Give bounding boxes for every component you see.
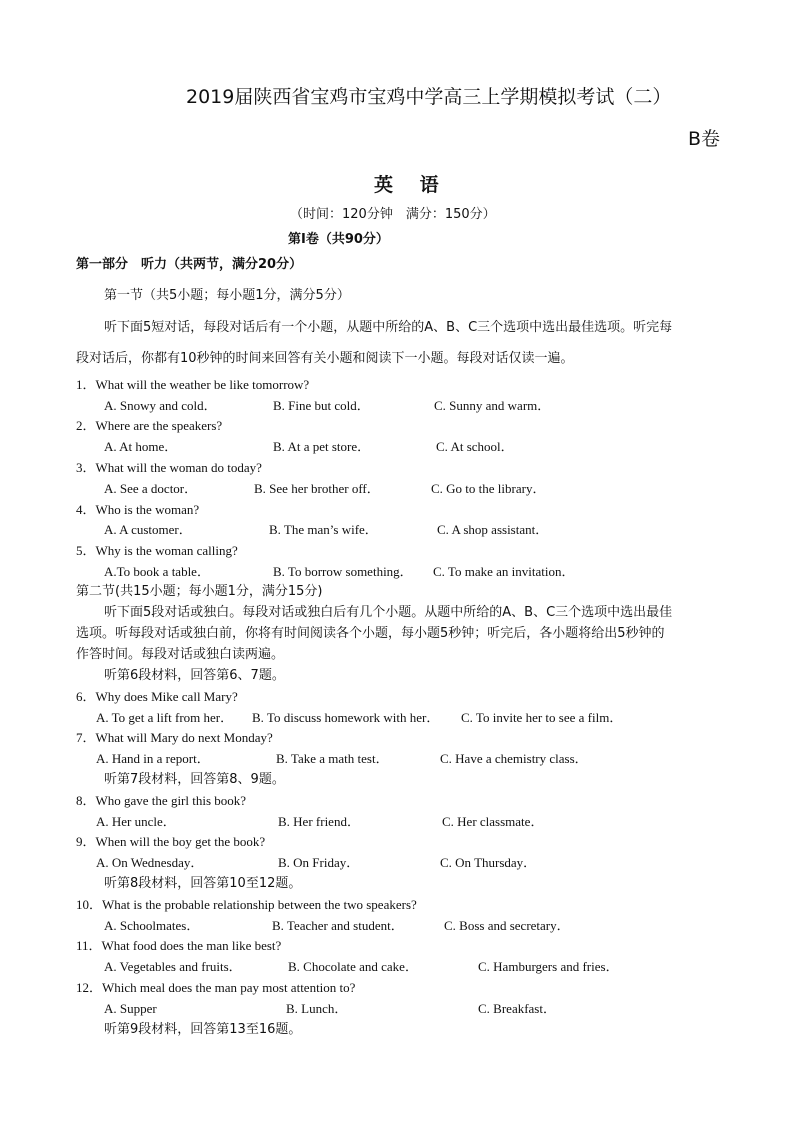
option-b: B. To borrow something． [273, 564, 413, 579]
option-b: B. Fine but cold． [273, 398, 370, 413]
option-b: B. Lunch． [286, 1001, 348, 1016]
option-a: A. A customer． [104, 522, 192, 537]
exam-time-info: （时间：120分钟 满分：150分） [290, 207, 496, 222]
question-stem: 5．Why is the woman calling? [76, 543, 238, 558]
option-c: C. Breakfast． [478, 1001, 556, 1016]
option-b: B. The man’s wife． [269, 522, 378, 537]
section1-instructions [76, 312, 726, 374]
section1-instructions-line1: 听下面5短对话，每段对话后有一个小题，从题中所给的A、B、C三个选项中选出最佳选项。听完每 [104, 320, 673, 335]
option-b: B. Chocolate and cake． [288, 959, 418, 974]
question-stem: 6．Why does Mike call Mary? [76, 689, 238, 704]
option-b: B. Teacher and student． [272, 918, 404, 933]
section1-heading: 第一节（共5小题；每小题1分，满分5分） [104, 288, 350, 303]
section2-heading: 第二节(共15小题；每小题1分，满分15分) [76, 584, 323, 599]
option-a: A. See a doctor． [104, 481, 198, 496]
question-stem: 1．What will the weather be like tomorrow? [76, 377, 310, 392]
option-c: C. To make an invitation． [433, 564, 575, 579]
question-stem: 12．Which meal does the man pay most attention to? [76, 980, 356, 995]
option-b: B. To discuss homework with her． [252, 710, 440, 725]
question-stem: 8．Who gave the girl this book? [76, 793, 247, 808]
option-a: A. Schoolmates． [104, 918, 200, 933]
part1-heading: 第一部分 听力（共两节，满分20分） [76, 257, 303, 272]
question-stem: 3．What will the woman do today? [76, 460, 262, 475]
option-a: A. Hand in a report． [96, 751, 210, 766]
subject-title: 英 语 [374, 174, 449, 196]
option-a: A. To get a lift from her． [96, 710, 234, 725]
option-b: B. See her brother off． [254, 481, 380, 496]
option-a: A. Her uncle． [96, 814, 176, 829]
question-stem: 4．Who is the woman? [76, 502, 200, 517]
question-stem: 9．When will the boy get the book? [76, 834, 266, 849]
option-a: A. Snowy and cold． [104, 398, 217, 413]
volume-heading: 第Ⅰ卷（共90分） [288, 232, 389, 247]
option-a: A. On Wednesday． [96, 855, 204, 870]
option-c: C. Boss and secretary． [444, 918, 570, 933]
option-c: C. Her classmate． [442, 814, 544, 829]
option-b: B. Take a math test． [276, 751, 389, 766]
paper-version-label: B卷 [688, 128, 721, 150]
material-note: 听第9段材料，回答第13至16题。 [104, 1022, 302, 1037]
material-note: 听第7段材料，回答第8、9题。 [104, 772, 285, 787]
option-b: B. At a pet store． [273, 439, 371, 454]
option-b: B. On Friday． [278, 855, 360, 870]
question-stem: 11．What food does the man like best? [76, 938, 282, 953]
option-c: C. To invite her to see a film． [461, 710, 623, 725]
option-a: A. At home． [104, 439, 178, 454]
exam-title: 2019届陕西省宝鸡市宝鸡中学高三上学期模拟考试（二） [186, 86, 672, 108]
section1-instructions-line2: 段对话后，你都有10秒钟的时间来回答有关小题和阅读下一小题。每段对话仅读一遍。 [76, 351, 574, 366]
section2-instructions-line2: 选项。听每段对话或独白前，你将有时间阅读各个小题，每小题5秒钟；听完后，各小题将给出5秒钟的 [76, 626, 665, 641]
option-a: A.To book a table． [104, 564, 210, 579]
option-b: B. Her friend． [278, 814, 360, 829]
option-c: C. Go to the library． [431, 481, 546, 496]
option-c: C. Sunny and warm． [434, 398, 551, 413]
section2-instructions-line1: 听下面5段对话或独白。每段对话或独白后有几个小题。从题中所给的A、B、C三个选项中选出最佳 [104, 605, 673, 620]
option-c: C. Have a chemistry class． [440, 751, 588, 766]
option-c: C. On Thursday． [440, 855, 537, 870]
question-stem: 7．What will Mary do next Monday? [76, 730, 273, 745]
material-note: 听第8段材料，回答第10至12题。 [104, 876, 302, 891]
option-c: C. Hamburgers and fries． [478, 959, 619, 974]
option-a: A. Vegetables and fruits． [104, 959, 242, 974]
option-a: A. Supper [104, 1001, 157, 1016]
question-stem: 10．What is the probable relationship between the two speakers? [76, 897, 417, 912]
material-note: 听第6段材料，回答第6、7题。 [104, 668, 285, 683]
section2-instructions-line3: 作答时间。每段对话或独白读两遍。 [76, 647, 285, 662]
option-c: C. A shop assistant． [437, 522, 549, 537]
question-stem: 2．Where are the speakers? [76, 418, 223, 433]
option-c: C. At school． [436, 439, 514, 454]
